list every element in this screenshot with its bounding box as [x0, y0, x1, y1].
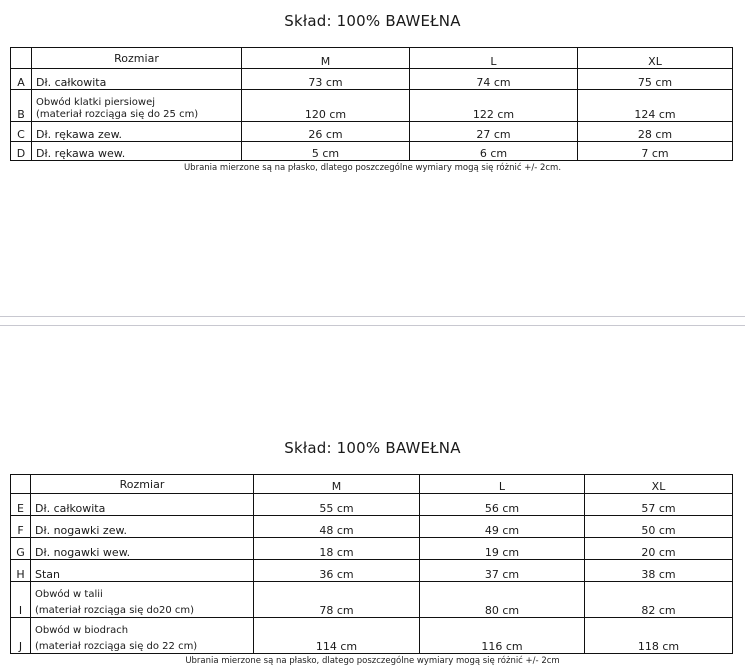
header-code-cell: [11, 48, 32, 69]
value-m: 5 cm: [242, 142, 410, 161]
table-row: [11, 122, 733, 142]
header-size-m: M: [242, 48, 410, 69]
value-xl: 124 cm: [578, 90, 733, 122]
value-l: 80 cm: [420, 582, 585, 618]
value-m: 18 cm: [254, 538, 420, 560]
value-xl: 118 cm: [585, 618, 733, 654]
row-label: Dł. nogawki zew.: [31, 516, 254, 538]
row-label: Dł. całkowita: [31, 494, 254, 516]
header-size-l: L: [410, 48, 578, 69]
value-l: 116 cm: [420, 618, 585, 654]
table-row: [11, 516, 733, 538]
value-m: 55 cm: [254, 494, 420, 516]
header-row: [11, 48, 733, 69]
value-m: 114 cm: [254, 618, 420, 654]
value-xl: 7 cm: [578, 142, 733, 161]
row-sublabel: (materiał rozciąga się do20 cm): [35, 605, 195, 616]
top-measurement-note: Ubrania mierzone są na płasko, dlatego poszczególne wymiary mogą się różnić +/- 2cm.: [183, 163, 562, 173]
value-l: 19 cm: [420, 538, 585, 560]
row-code: D: [11, 142, 32, 161]
section-divider: [0, 325, 745, 326]
row-code: C: [11, 122, 32, 142]
row-label-cell: [32, 90, 242, 122]
section-divider: [0, 316, 745, 317]
row-label: Dł. całkowita: [32, 69, 242, 90]
table-row: [11, 582, 733, 618]
row-label: Obwód w talii: [35, 589, 103, 600]
row-sublabel: (materiał rozciąga się do 25 cm): [36, 109, 199, 120]
row-sublabel: (materiał rozciąga się do 22 cm): [35, 641, 198, 652]
value-m: 26 cm: [242, 122, 410, 142]
bottom-size-table: [10, 474, 733, 654]
header-size-xl: XL: [585, 475, 733, 494]
header-size-l: L: [420, 475, 585, 494]
row-code: A: [11, 69, 32, 90]
value-xl: 20 cm: [585, 538, 733, 560]
table-row: [11, 494, 733, 516]
row-label: Stan: [31, 560, 254, 582]
row-label: Dł. rękawa zew.: [32, 122, 242, 142]
value-m: 36 cm: [254, 560, 420, 582]
value-m: 78 cm: [254, 582, 420, 618]
header-code-cell: [11, 475, 31, 494]
header-row: [11, 475, 733, 494]
row-label-cell: [31, 618, 254, 654]
value-xl: 75 cm: [578, 69, 733, 90]
value-xl: 38 cm: [585, 560, 733, 582]
row-label: Dł. nogawki wew.: [31, 538, 254, 560]
row-code: H: [11, 560, 31, 582]
value-m: 73 cm: [242, 69, 410, 90]
header-size-label: Rozmiar: [31, 475, 254, 494]
value-l: 49 cm: [420, 516, 585, 538]
top-size-table: [10, 47, 733, 161]
value-m: 48 cm: [254, 516, 420, 538]
header-size-xl: XL: [578, 48, 733, 69]
value-xl: 28 cm: [578, 122, 733, 142]
value-xl: 57 cm: [585, 494, 733, 516]
value-l: 6 cm: [410, 142, 578, 161]
value-m: 120 cm: [242, 90, 410, 122]
header-size-m: M: [254, 475, 420, 494]
table-row: [11, 90, 733, 122]
value-xl: 82 cm: [585, 582, 733, 618]
row-code: I: [11, 582, 31, 618]
table-row: [11, 142, 733, 161]
row-code: G: [11, 538, 31, 560]
value-xl: 50 cm: [585, 516, 733, 538]
row-code: E: [11, 494, 31, 516]
value-l: 37 cm: [420, 560, 585, 582]
value-l: 122 cm: [410, 90, 578, 122]
row-label: Obwód klatki piersiowej: [36, 97, 156, 108]
bottom-measurement-note: Ubrania mierzone są na płasko, dlatego poszczególne wymiary mogą się różnić +/- 2cm: [185, 656, 560, 666]
bottom-title: Skład: 100% BAWEŁNA: [284, 439, 461, 457]
table-row: [11, 69, 733, 90]
value-l: 27 cm: [410, 122, 578, 142]
header-size-label: Rozmiar: [32, 48, 242, 69]
value-l: 74 cm: [410, 69, 578, 90]
row-label-cell: [31, 582, 254, 618]
table-row: [11, 560, 733, 582]
row-code: F: [11, 516, 31, 538]
value-l: 56 cm: [420, 494, 585, 516]
top-title: Skład: 100% BAWEŁNA: [284, 12, 461, 30]
row-label: Dł. rękawa wew.: [32, 142, 242, 161]
table-row: [11, 538, 733, 560]
table-row: [11, 618, 733, 654]
row-label: Obwód w biodrach: [35, 625, 129, 636]
row-code: B: [11, 90, 32, 122]
row-code: J: [11, 618, 31, 654]
